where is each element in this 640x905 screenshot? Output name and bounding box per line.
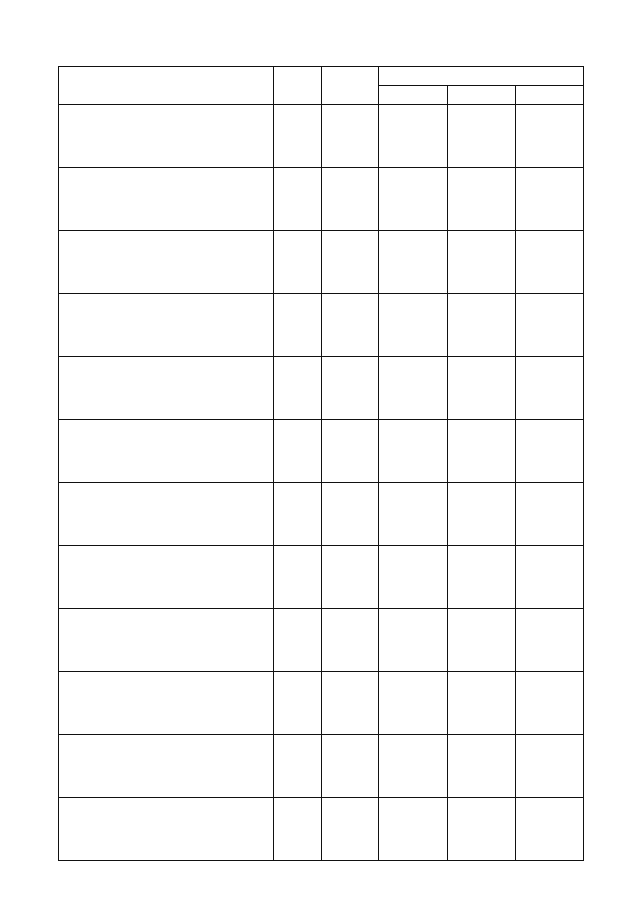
row-amount-year-1-cell [379, 294, 447, 357]
row-amount-year-2-cell [447, 483, 515, 546]
row-amount-year-3-cell [515, 420, 583, 483]
row-code-cell [321, 357, 379, 420]
row-amount-year-2-cell [447, 105, 515, 168]
header-name [59, 67, 274, 105]
row-amount-year-1-cell [379, 672, 447, 735]
row-name-cell [59, 357, 274, 420]
row-amount-year-2-cell [447, 168, 515, 231]
row-code-cell [321, 546, 379, 609]
header-ministry [274, 67, 321, 105]
row-amount-year-3-cell [515, 798, 583, 861]
header-amount-group [379, 67, 584, 86]
row-amount-year-1-cell [379, 105, 447, 168]
table-row [59, 672, 584, 735]
row-amount-year-1-cell [379, 798, 447, 861]
row-amount-year-3-cell [515, 546, 583, 609]
row-ministry-cell [274, 798, 321, 861]
header-year-2 [447, 86, 515, 105]
row-amount-year-2-cell [447, 798, 515, 861]
table-row [59, 105, 584, 168]
row-amount-year-3-cell [515, 105, 583, 168]
header-year-1 [379, 86, 447, 105]
row-amount-year-1-cell [379, 231, 447, 294]
table-row [59, 168, 584, 231]
row-amount-year-1-cell [379, 609, 447, 672]
table-row [59, 357, 584, 420]
row-ministry-cell [274, 546, 321, 609]
row-amount-year-2-cell [447, 546, 515, 609]
row-amount-year-1-cell [379, 168, 447, 231]
row-ministry-cell [274, 420, 321, 483]
row-code-cell [321, 105, 379, 168]
page-number [0, 24, 640, 38]
row-name-cell [59, 735, 274, 798]
row-amount-year-1-cell [379, 357, 447, 420]
row-code-cell [321, 231, 379, 294]
row-name-cell [59, 294, 274, 357]
row-ministry-cell [274, 231, 321, 294]
row-name-cell [59, 546, 274, 609]
row-ministry-cell [274, 609, 321, 672]
row-amount-year-3-cell [515, 357, 583, 420]
row-amount-year-3-cell [515, 609, 583, 672]
header-code [321, 67, 379, 105]
table-row [59, 798, 584, 861]
table-row [59, 483, 584, 546]
row-code-cell [321, 609, 379, 672]
row-code-cell [321, 294, 379, 357]
row-ministry-cell [274, 735, 321, 798]
row-name-cell [59, 420, 274, 483]
row-code-cell [321, 483, 379, 546]
row-amount-year-3-cell [515, 294, 583, 357]
row-name-cell [59, 231, 274, 294]
budget-table [58, 66, 584, 861]
row-name-cell [59, 609, 274, 672]
row-amount-year-2-cell [447, 672, 515, 735]
row-ministry-cell [274, 294, 321, 357]
row-name-cell [59, 483, 274, 546]
table-header [59, 67, 584, 105]
row-amount-year-2-cell [447, 735, 515, 798]
row-name-cell [59, 168, 274, 231]
header-row-top [59, 67, 584, 86]
row-amount-year-1-cell [379, 420, 447, 483]
row-code-cell [321, 168, 379, 231]
row-amount-year-2-cell [447, 294, 515, 357]
row-ministry-cell [274, 672, 321, 735]
row-name-cell [59, 672, 274, 735]
table-row [59, 231, 584, 294]
row-amount-year-3-cell [515, 672, 583, 735]
row-ministry-cell [274, 105, 321, 168]
row-ministry-cell [274, 168, 321, 231]
row-amount-year-3-cell [515, 483, 583, 546]
table-row [59, 546, 584, 609]
row-ministry-cell [274, 357, 321, 420]
row-code-cell [321, 735, 379, 798]
row-amount-year-2-cell [447, 357, 515, 420]
row-amount-year-2-cell [447, 231, 515, 294]
table-row [59, 609, 584, 672]
row-amount-year-2-cell [447, 609, 515, 672]
row-code-cell [321, 420, 379, 483]
row-amount-year-1-cell [379, 735, 447, 798]
row-amount-year-2-cell [447, 420, 515, 483]
row-amount-year-1-cell [379, 483, 447, 546]
table-row [59, 735, 584, 798]
row-amount-year-3-cell [515, 168, 583, 231]
row-name-cell [59, 798, 274, 861]
row-amount-year-3-cell [515, 735, 583, 798]
row-name-cell [59, 105, 274, 168]
row-amount-year-1-cell [379, 546, 447, 609]
header-year-3 [515, 86, 583, 105]
table-row [59, 420, 584, 483]
row-ministry-cell [274, 483, 321, 546]
row-code-cell [321, 798, 379, 861]
table-row [59, 294, 584, 357]
row-amount-year-3-cell [515, 231, 583, 294]
row-code-cell [321, 672, 379, 735]
table-body [59, 105, 584, 861]
